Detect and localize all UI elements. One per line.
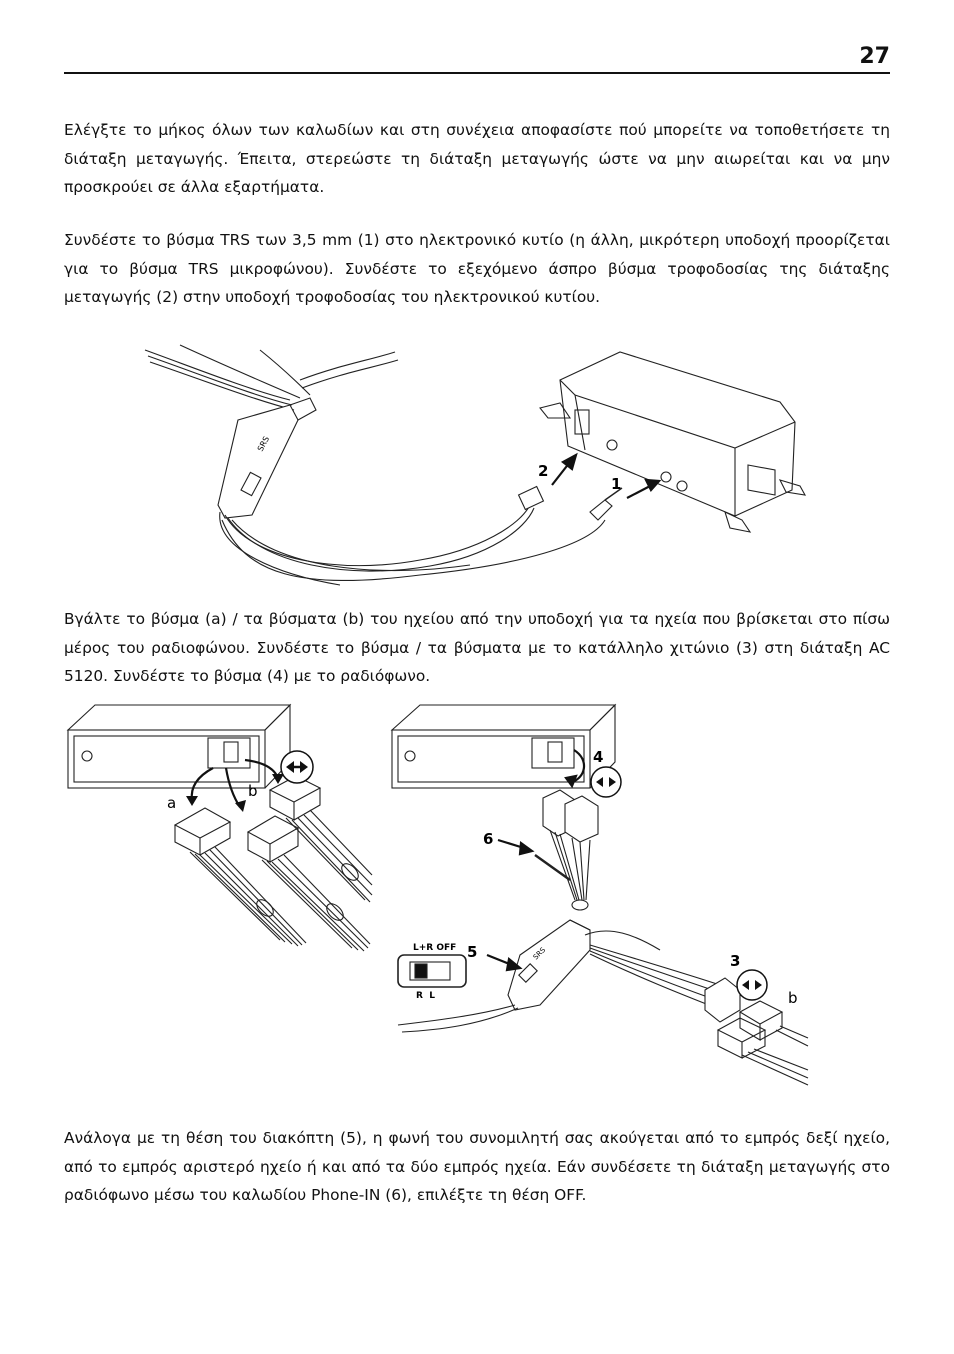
figure-radio-speaker-plugs [66, 700, 376, 955]
figure-switch-to-electronic-box [140, 340, 820, 580]
figure3-callout-4: 4 [593, 748, 604, 766]
figure-ac5120-connection [390, 700, 815, 1095]
figure1-callout-2: 2 [538, 462, 549, 480]
figure3-switch-brand: SRS [531, 946, 548, 962]
figure3-switch-positions-bottom: R L [416, 991, 435, 1001]
figure1-callout-1: 1 [611, 475, 622, 493]
figure3-callout-5: 5 [467, 943, 478, 961]
figure2-callout-a: a [167, 794, 177, 812]
figure3-switch-positions-top: L+R OFF [413, 943, 457, 953]
switch-position-paragraph: Ανάλογα με τη θέση του διακόπτη (5), η φωνή του συνομιλητή σας ακούγεται από το εμπρός δεξί ηχείο, από το εμπρός αριστερό ηχείο ή και από τα δύο εμπρός ηχεία. Εάν συνδέσετε τη διάταξη μεταγωγής στο ραδιόφωνο μέσω του καλωδίου Phone-IN (6), επιλέξτε τη θέση OFF. [64, 1129, 890, 1204]
connection-paragraph: Συνδέστε το βύσμα TRS των 3,5 mm (1) στο ηλεκτρονικό κυτίο (η άλλη, μικρότερη υποδοχή προορίζεται για το βύσμα TRS μικροφώνου). Συνδέστε το εξεχόμενο άσπρο βύσμα τροφοδοσίας της διάταξης μεταγωγής (2) στην υποδοχή τροφοδοσίας του ηλεκτρονικού κυτίου. [64, 231, 890, 306]
connect-arrow-icon-4 [591, 767, 621, 797]
speaker-connection-paragraph: Βγάλτε το βύσμα (a) / τα βύσματα (b) του ηχείου από την υποδοχή για τα ηχεία που βρίσκεται στο πίσω μέρος του ραδιοφώνου. Συνδέστε το βύσμα / τα βύσματα με το κατάλληλο χιτώνιο (3) στη διάταξη AC 5120. Συνδέστε το βύσμα (4) με το ραδιόφωνο. [64, 610, 890, 685]
figure3-callout-b: b [788, 989, 798, 1007]
bidirectional-arrow-icon [281, 751, 313, 783]
header-rule [64, 72, 890, 74]
figure1-switch-brand: SRS [255, 434, 272, 453]
page-number: 27 [859, 44, 890, 69]
connect-arrow-icon-3 [737, 970, 767, 1000]
figure3-callout-3: 3 [730, 952, 741, 970]
figure3-callout-6: 6 [483, 830, 494, 848]
intro-paragraph: Ελέγξτε το μήκος όλων των καλωδίων και στη συνέχεια αποφασίστε πού μπορείτε να τοποθετήσετε τη διάταξη μεταγωγής. Έπειτα, στερεώστε τη διάταξη μεταγωγής ώστε να μην αιωρείται και να μην προσκρούει σε άλλα εξαρτήματα. [64, 121, 890, 196]
figure2-callout-b: b [248, 782, 258, 800]
